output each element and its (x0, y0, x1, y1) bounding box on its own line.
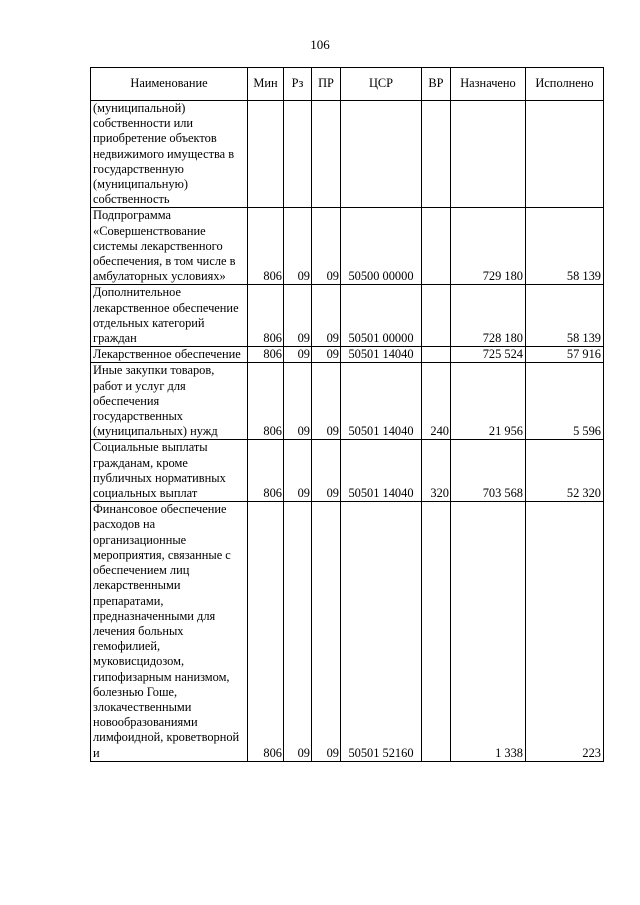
header-vr: ВР (422, 68, 451, 101)
row-csr (341, 101, 422, 208)
header-name: Наименование (91, 68, 248, 101)
row-csr: 50501 00000 (341, 285, 422, 347)
row-executed (526, 101, 604, 208)
row-vr: 240 (422, 363, 451, 440)
row-name: Социальные выплаты гражданам, кроме публичных нормативных социальных выплат (91, 440, 248, 502)
row-vr (422, 347, 451, 363)
row-pr: 09 (312, 440, 341, 502)
row-name: Подпрограмма «Совершенствование системы лекарственного обеспечения, в том числе в амбулаторных условиях» (91, 208, 248, 285)
row-csr: 50501 52160 (341, 502, 422, 761)
header-min: Мин (248, 68, 284, 101)
table-row (91, 101, 604, 208)
row-min: 806 (248, 440, 284, 502)
row-assigned: 729 180 (451, 208, 526, 285)
row-min: 806 (248, 502, 284, 761)
row-pr: 09 (312, 347, 341, 363)
row-csr: 50501 14040 (341, 363, 422, 440)
row-executed: 5 596 (526, 363, 604, 440)
row-assigned: 1 338 (451, 502, 526, 761)
table-row (91, 347, 604, 363)
table-row (91, 440, 604, 502)
row-name: Финансовое обеспечение расходов на организационные мероприятия, связанные с обеспечением лиц лекарственными препаратами, предназначенными для лечения больных гемофилией, муковисцидозом, гипофизарным нанизмом, болезнью Гоше, злокачественными новообразованиями лимфоидной, кроветворной и (91, 502, 248, 761)
row-name: Дополнительное лекарственное обеспечение отдельных категорий граждан (91, 285, 248, 347)
row-min: 806 (248, 347, 284, 363)
header-rz: Рз (284, 68, 312, 101)
row-rz: 09 (284, 440, 312, 502)
row-pr (312, 101, 341, 208)
row-min: 806 (248, 285, 284, 347)
page-number: 106 (310, 37, 330, 52)
table-row (91, 285, 604, 347)
row-rz: 09 (284, 363, 312, 440)
header-pr: ПР (312, 68, 341, 101)
header-assigned: Назначено (451, 68, 526, 101)
row-assigned: 725 524 (451, 347, 526, 363)
row-vr (422, 285, 451, 347)
row-rz: 09 (284, 208, 312, 285)
row-csr: 50501 14040 (341, 440, 422, 502)
row-min: 806 (248, 208, 284, 285)
row-assigned: 21 956 (451, 363, 526, 440)
row-pr: 09 (312, 208, 341, 285)
row-name: Лекарственное обеспечение (91, 347, 248, 363)
row-vr: 320 (422, 440, 451, 502)
row-executed: 58 139 (526, 285, 604, 347)
row-rz: 09 (284, 502, 312, 761)
row-assigned (451, 101, 526, 208)
row-min: 806 (248, 363, 284, 440)
table-header-row (91, 68, 604, 101)
row-assigned: 703 568 (451, 440, 526, 502)
row-pr: 09 (312, 363, 341, 440)
row-pr: 09 (312, 502, 341, 761)
header-csr: ЦСР (341, 68, 422, 101)
row-assigned: 728 180 (451, 285, 526, 347)
row-executed: 57 916 (526, 347, 604, 363)
row-rz: 09 (284, 347, 312, 363)
row-csr: 50500 00000 (341, 208, 422, 285)
row-executed: 52 320 (526, 440, 604, 502)
row-vr (422, 502, 451, 761)
row-rz (284, 101, 312, 208)
row-vr (422, 208, 451, 285)
row-pr: 09 (312, 285, 341, 347)
row-vr (422, 101, 451, 208)
row-name: (муниципальной) собственности или приобретение объектов недвижимого имущества в государственную (муниципальную) собственность (91, 101, 248, 208)
header-executed: Исполнено (526, 68, 604, 101)
row-min (248, 101, 284, 208)
row-executed: 223 (526, 502, 604, 761)
row-executed: 58 139 (526, 208, 604, 285)
row-csr: 50501 14040 (341, 347, 422, 363)
row-name: Иные закупки товаров, работ и услуг для обеспечения государственных (муниципальных) нужд (91, 363, 248, 440)
table-row (91, 363, 604, 440)
row-rz: 09 (284, 285, 312, 347)
budget-table (90, 67, 604, 762)
table-row (91, 208, 604, 285)
table-row (91, 502, 604, 761)
